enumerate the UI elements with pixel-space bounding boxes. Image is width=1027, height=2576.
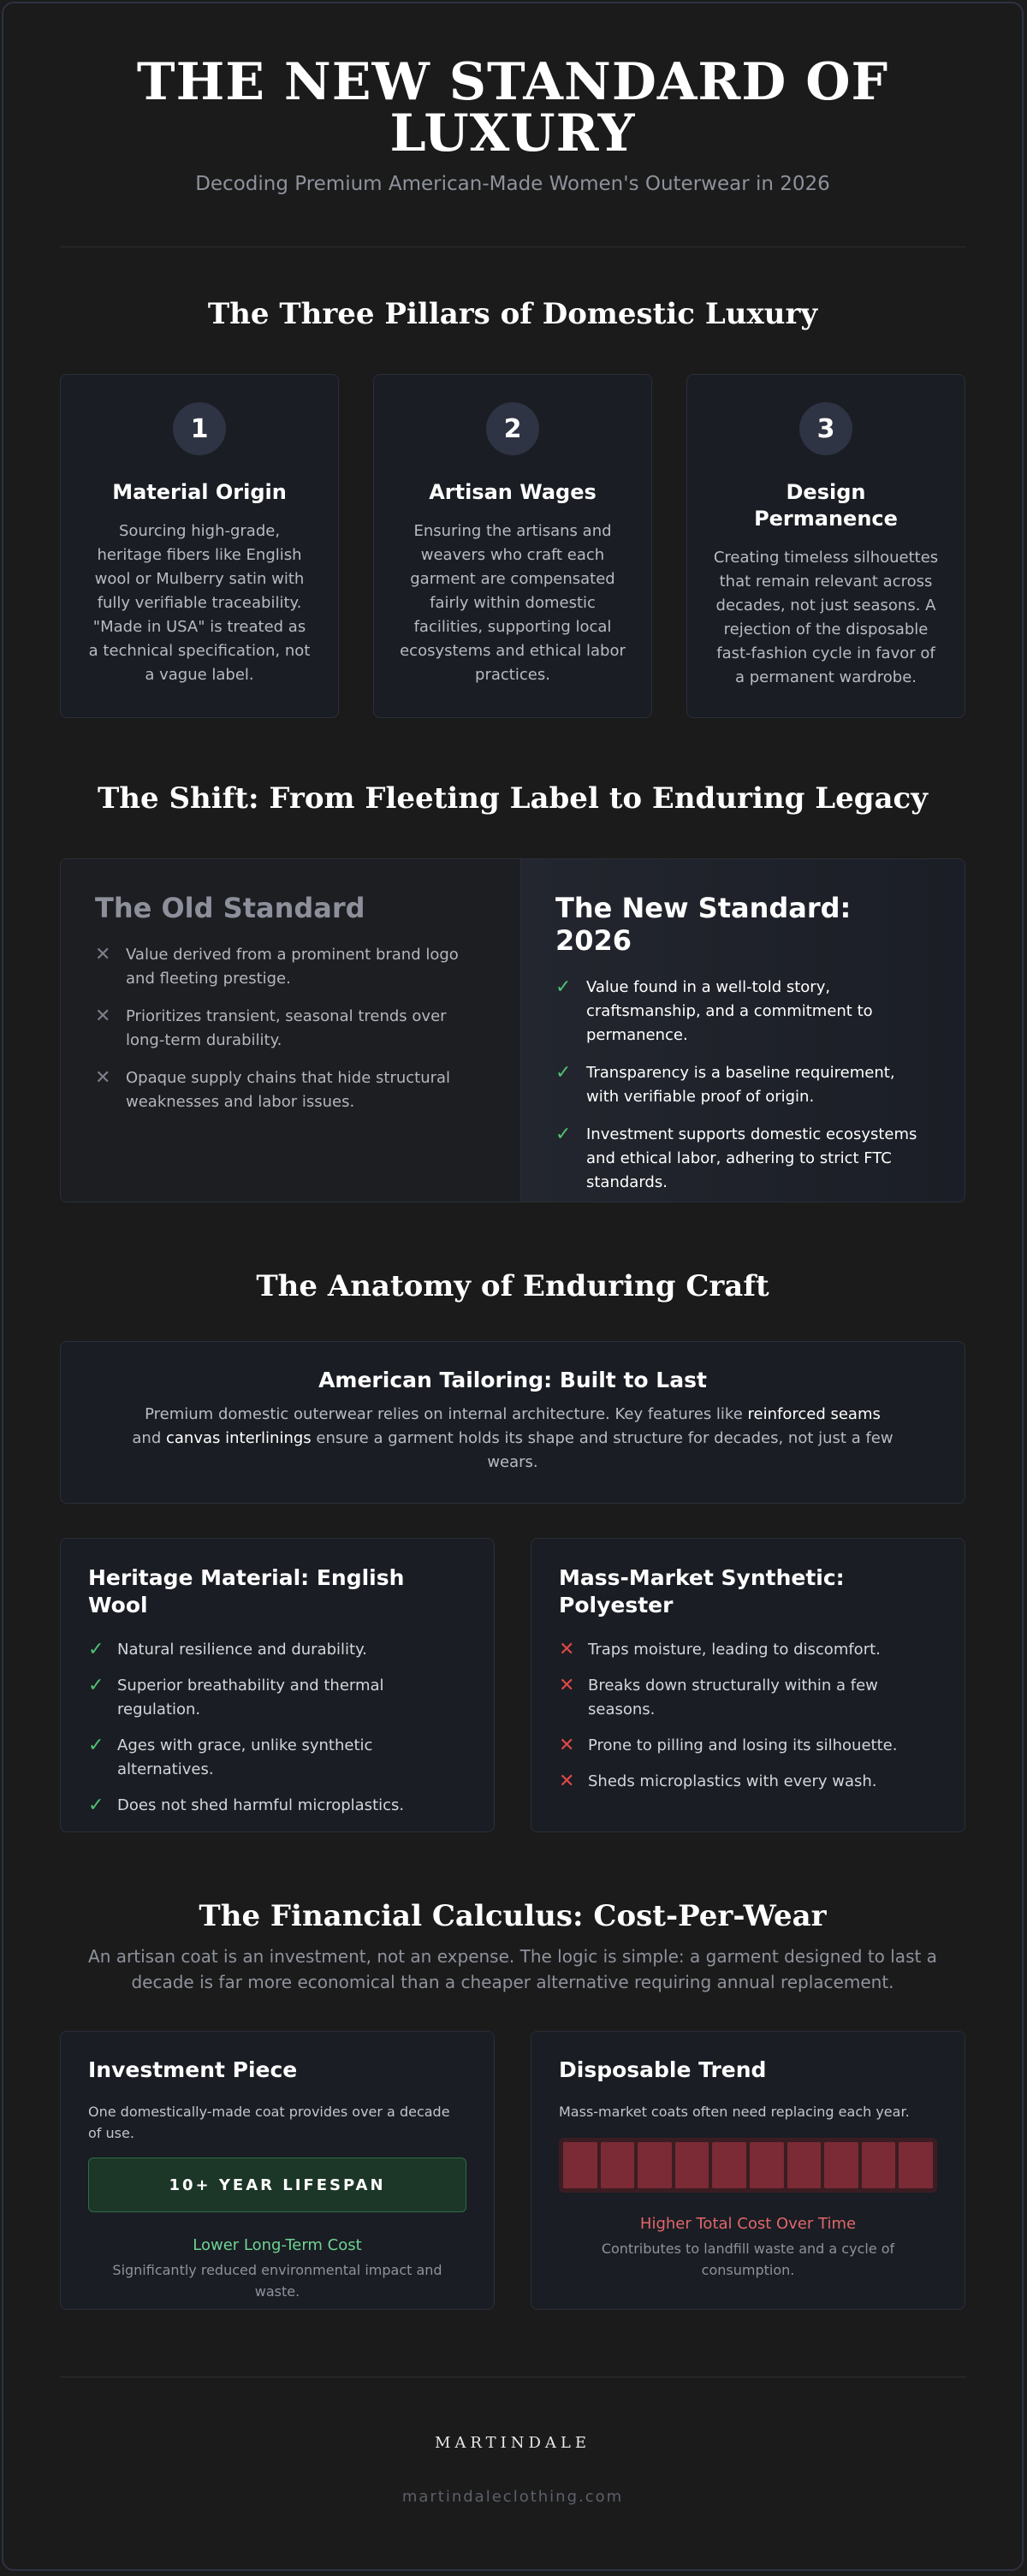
cross-icon: ✕ <box>559 1675 575 1696</box>
pillar-number-badge: 3 <box>799 402 852 455</box>
check-icon: ✓ <box>88 1735 104 1756</box>
tailoring-highlight: canvas interlinings <box>166 1429 312 1447</box>
old-standard-item-text: Prioritizes transient, seasonal trends over long-term durability. <box>126 1007 447 1049</box>
investment-text: One domestically-made coat provides over a decade of use. <box>88 2104 450 2141</box>
replacement-segment <box>787 2142 822 2188</box>
page-title <box>3 52 1022 163</box>
divider <box>60 246 965 247</box>
tailoring-highlight: reinforced seams <box>747 1405 881 1423</box>
synthetic-item <box>559 1770 937 1794</box>
old-standard-item-text: Opaque supply chains that hide structural weaknesses and labor issues. <box>126 1069 451 1111</box>
lifespan-bar: 10+ YEAR LIFESPAN <box>88 2158 466 2212</box>
pillar-title: Artisan Wages <box>429 480 597 504</box>
synthetic-item <box>559 1734 937 1758</box>
synthetic-material-card <box>531 1538 965 1832</box>
pillar-card <box>686 374 965 718</box>
comparison-panel <box>60 858 965 1202</box>
replacement-segment <box>750 2142 784 2188</box>
tailoring-banner <box>60 1341 965 1504</box>
cost-comparison-row <box>60 2031 965 2310</box>
pillar-card <box>60 374 339 718</box>
new-standard-item <box>555 976 930 1048</box>
financial-subtitle: An artisan coat is an investment, not an expense. The logic is simple: a garment designed to last a decade is far more economical than a cheaper alternative requiring annual replacement. <box>88 1946 937 1992</box>
shift-title: The Shift: From Fleeting Label to Enduring Legacy <box>97 781 928 816</box>
cross-icon: ✕ <box>95 1006 111 1027</box>
investment-result: Lower Long-Term Cost <box>193 2236 362 2254</box>
hero-header <box>3 52 1022 195</box>
replacement-segment <box>675 2142 709 2188</box>
check-icon: ✓ <box>88 1639 104 1660</box>
financial-title: The Financial Calculus: Cost-Per-Wear <box>199 1899 827 1933</box>
pillars-section <box>3 297 1022 718</box>
page-subtitle: Decoding Premium American-Made Women's Outerwear in 2026 <box>195 173 830 195</box>
materials-row <box>60 1538 965 1832</box>
synthetic-item-text: Traps moisture, leading to discomfort. <box>588 1641 881 1659</box>
tailoring-title: American Tailoring: Built to Last <box>318 1368 707 1392</box>
heritage-item <box>88 1794 466 1818</box>
synthetic-item-text: Sheds microplastics with every wash. <box>588 1772 877 1790</box>
heritage-item-text: Superior breathability and thermal regulation. <box>117 1677 384 1718</box>
shift-section <box>3 781 1022 1202</box>
tailoring-text-part: ensure a garment holds its shape and structure for decades, not just a few wears. <box>311 1429 893 1471</box>
replacement-segment <box>899 2142 933 2188</box>
old-standard-item <box>95 943 486 991</box>
heritage-item <box>88 1674 466 1722</box>
disposable-title: Disposable Trend <box>559 2057 767 2082</box>
tailoring-text-part: Premium domestic outerwear relies on internal architecture. Key features like <box>145 1405 748 1423</box>
replacement-segment <box>712 2142 746 2188</box>
cross-icon: ✕ <box>559 1639 575 1660</box>
new-standard-item-text: Transparency is a baseline requirement, with verifiable proof of origin. <box>586 1064 895 1106</box>
old-standard-title: The Old Standard <box>95 892 365 924</box>
page-title-line-1: THE NEW STANDARD OF <box>136 52 889 112</box>
infographic-page <box>2 2 1024 2571</box>
heritage-item-text: Ages with grace, unlike synthetic alternatives. <box>117 1736 373 1778</box>
check-icon: ✓ <box>88 1675 104 1696</box>
synthetic-item-text: Breaks down structurally within a few seasons. <box>588 1677 878 1718</box>
pillar-title: Material Origin <box>112 480 287 504</box>
pillar-text: Creating timeless silhouettes that remain relevant across decades, not just seasons. A rejection of the disposable fast-fashion cycle in favor of a permanent wardrobe. <box>713 549 939 686</box>
new-standard-item <box>555 1061 930 1109</box>
old-standard-item-text: Value derived from a prominent brand logo and fleeting prestige. <box>126 946 459 988</box>
pillar-text: Sourcing high-grade, heritage fibers like English wool or Mulberry satin with fully verifiable traceability. "Made in USA" is treated as a technical specification, not a vague label. <box>88 522 311 684</box>
replacement-segment <box>638 2142 672 2188</box>
replacement-bars <box>559 2138 937 2193</box>
new-standard-title: The New Standard: 2026 <box>555 892 852 957</box>
investment-piece-card <box>60 2031 495 2310</box>
financial-section <box>3 1899 1022 2310</box>
disposable-note: Contributes to landfill waste and a cycle of consumption. <box>601 2241 895 2278</box>
synthetic-material-title: Mass-Market Synthetic: Polyester <box>559 1565 845 1617</box>
heritage-item <box>88 1638 466 1662</box>
synthetic-item <box>559 1674 937 1722</box>
pillars-list <box>60 374 965 718</box>
check-icon: ✓ <box>555 1062 572 1083</box>
check-icon: ✓ <box>555 976 572 998</box>
cross-icon: ✕ <box>559 1771 575 1792</box>
page-title-line-2: LUXURY <box>389 104 636 163</box>
replacement-segment <box>563 2142 597 2188</box>
pillars-title: The Three Pillars of Domestic Luxury <box>207 297 818 331</box>
footer <box>3 2434 1022 2506</box>
pillar-text: Ensuring the artisans and weavers who craft each garment are compensated fairly within domestic facilities, supporting local ecosystems and ethical labor practices. <box>400 522 626 684</box>
check-icon: ✓ <box>555 1124 572 1145</box>
heritage-material-title: Heritage Material: English Wool <box>88 1565 405 1617</box>
investment-title: Investment Piece <box>88 2057 298 2082</box>
check-icon: ✓ <box>88 1795 104 1816</box>
old-standard-item <box>95 1066 486 1114</box>
pillar-number-badge: 2 <box>486 402 539 455</box>
heritage-item-text: Natural resilience and durability. <box>117 1641 367 1659</box>
synthetic-item-text: Prone to pilling and losing its silhouette. <box>588 1736 898 1754</box>
tailoring-text <box>129 1403 896 1475</box>
heritage-item-text: Does not shed harmful microplastics. <box>117 1796 405 1814</box>
new-standard-item <box>555 1123 930 1195</box>
new-standard-column <box>520 859 965 1202</box>
disposable-trend-card <box>531 2031 965 2310</box>
disposable-result: Higher Total Cost Over Time <box>639 2215 857 2233</box>
heritage-material-card <box>60 1538 495 1832</box>
new-standard-item-text: Value found in a well-told story, craftsmanship, and a commitment to permanence. <box>586 978 873 1044</box>
anatomy-title: The Anatomy of Enduring Craft <box>256 1269 769 1303</box>
investment-note: Significantly reduced environmental impact and waste. <box>112 2262 442 2300</box>
old-standard-item <box>95 1005 486 1053</box>
disposable-text: Mass-market coats often need replacing each year. <box>559 2104 910 2120</box>
old-standard-column <box>61 859 520 1202</box>
site-link[interactable]: martindaleclothing.com <box>401 2488 624 2506</box>
pillar-title: Design Permanence <box>754 480 898 531</box>
pillar-card <box>373 374 652 718</box>
replacement-segment <box>601 2142 635 2188</box>
replacement-segment <box>862 2142 896 2188</box>
synthetic-item <box>559 1638 937 1662</box>
replacement-segment <box>824 2142 858 2188</box>
cross-icon: ✕ <box>95 1067 111 1089</box>
pillar-number-badge: 1 <box>173 402 226 455</box>
tailoring-text-part: and <box>132 1429 166 1447</box>
anatomy-section <box>3 1269 1022 1832</box>
brand-logo: MARTINDALE <box>434 2434 591 2452</box>
cross-icon: ✕ <box>95 944 111 965</box>
new-standard-item-text: Investment supports domestic ecosystems and ethical labor, adhering to strict FTC standards. <box>586 1125 917 1191</box>
heritage-item <box>88 1734 466 1782</box>
cross-icon: ✕ <box>559 1735 575 1756</box>
